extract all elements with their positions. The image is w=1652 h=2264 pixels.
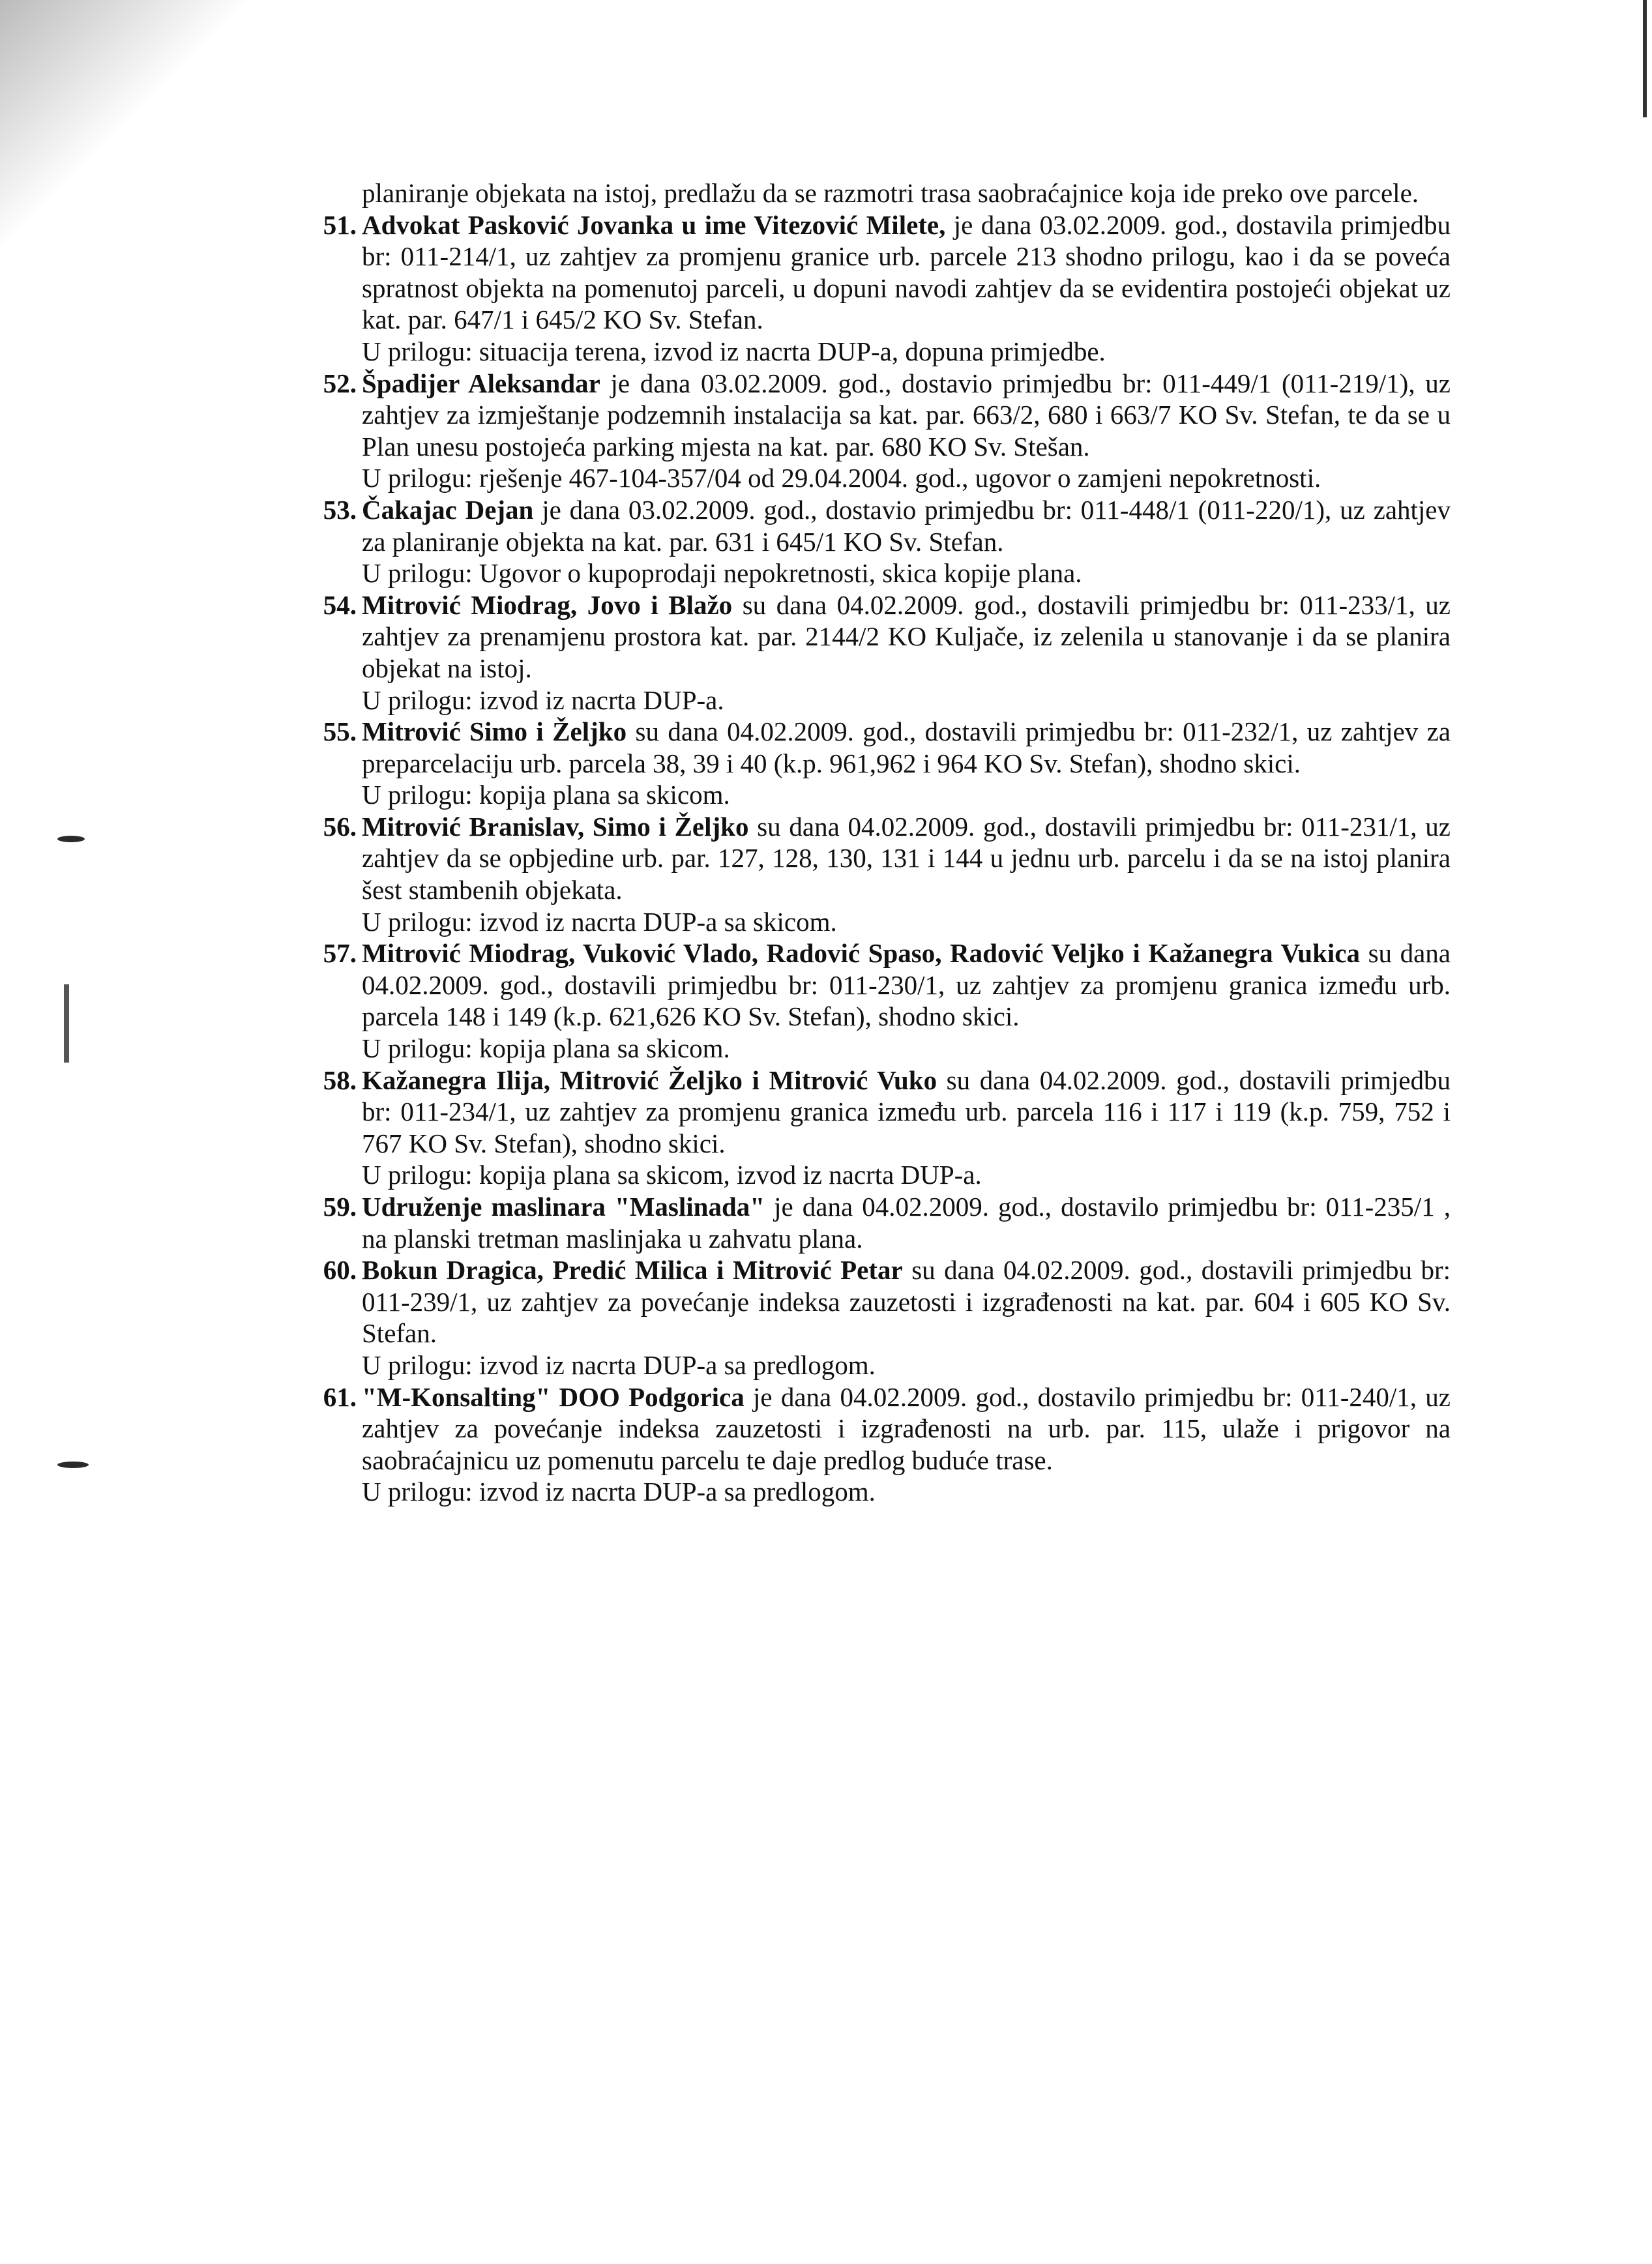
entry-submitter: Bokun Dragica, Predić Milica i Mitrović Petar [362,1255,903,1286]
scan-edge-line [1643,0,1647,117]
entry-number: 61. [323,1381,357,1412]
entry-text: su dana 04.02.2009. god., dostavili primjedbu br: 011-230/1, uz zahtjev za promjenu granica između urb. parcela 148 i 149 (k.p. 621,626 KO Sv. Stefan), shodno skici. [362,938,1451,1032]
entry-number: 58. [323,1065,357,1095]
entry-56 [323,811,1451,937]
entry-number: 59. [323,1192,357,1222]
entry-submitter: Udruženje maslinara "Maslinada" [362,1192,765,1222]
entry-body [362,716,1451,779]
entry-submitter: "M-Konsalting" DOO Podgorica [362,1381,745,1412]
entry-submitter: Mitrović Branislav, Simo i Željko [362,811,749,842]
entry-number: 56. [323,811,357,842]
entry-submitter: Mitrović Miodrag, Vuković Vlado, Radović Spaso, Radović Veljko i Kažanegra Vukica [362,938,1360,969]
entry-text: su dana 04.02.2009. god., dostavili primjedbu br: 011-232/1, uz zahtjev za preparcelaciju urb. parcela 38, 39 i 40 (k.p. 961,962 i 964 KO Sv. Stefan), shodno skici. [362,716,1451,778]
entry-attachment: U prilogu: kopija plana sa skicom. [362,780,730,810]
entry-text: je dana 03.02.2009. god., dostavio primjedbu br: 011-449/1 (011-219/1), uz zahtjev za izmještanje podzemnih instalacija sa kat. par. 663/2, 680 i 663/7 KO Sv. Stefan, te da se u Plan unesu postojeća parking mjesta na kat. par. 680 KO Sv. Stešan. [362,368,1451,462]
entry-body [362,494,1451,557]
entry-attachment: U prilogu: rješenje 467-104-357/04 od 29.04.2004. god., ugovor o zamjeni nepokretnosti. [362,463,1321,493]
entry-53 [323,494,1451,589]
entry-body [362,1191,1451,1254]
entry-58 [323,1065,1451,1191]
entry-text: je dana 03.02.2009. god., dostavila primjedbu br: 011-214/1, uz zahtjev za promjenu granice urb. parcele 213 shodno prilogu, kao i da se poveća spratnost objekta na pomenutoj parceli, u dopuni navodi zahtjev da se evidentira postojeći objekat uz kat. par. 647/1 i 645/2 KO Sv. Stefan. [362,209,1451,335]
entry-54 [323,589,1451,716]
entry-attachment: U prilogu: izvod iz nacrta DUP-a sa predlogom. [362,1477,876,1507]
entry-number: 60. [323,1255,357,1286]
entry-submitter: Mitrović Miodrag, Jovo i Blažo [362,589,733,620]
entry-text: su dana 04.02.2009. god., dostavili primjedbu br: 011-239/1, uz zahtjev za povećanje indeksa zauzetosti i izgrađenosti na kat. par. 604 i 605 KO Sv. Stefan. [362,1255,1451,1349]
entry-body [362,1065,1451,1160]
scan-mark [57,836,85,842]
entry-number: 51. [323,209,357,240]
entry-59 [323,1191,1451,1254]
entry-submitter: Špadijer Aleksandar [362,368,600,398]
entry-57 [323,937,1451,1064]
entry-body [362,937,1451,1033]
document-body [323,177,1451,1508]
entry-61 [323,1381,1451,1508]
entry-body [362,811,1451,906]
entry-body [362,368,1451,463]
entry-submitter: Advokat Pasković Jovanka u ime Vitezović Milete, [362,209,946,240]
continuation-paragraph: planiranje objekata na istoj, predlažu da se razmotri trasa saobraćajnice koja ide preko ove parcele. [362,178,1419,208]
entry-number: 54. [323,589,357,620]
entry-submitter: Mitrović Simo i Željko [362,716,627,747]
entry-attachment: U prilogu: izvod iz nacrta DUP-a. [362,684,724,715]
entry-51 [323,209,1451,368]
entry-text: su dana 04.02.2009. god., dostavili primjedbu br: 011-231/1, uz zahtjev da se opbjedine urb. par. 127, 128, 130, 131 i 144 u jednu urb. parcelu i da se na istoj planira šest stambenih objekata. [362,811,1451,905]
entry-submitter: Kažanegra Ilija, Mitrović Željko i Mitrović Vuko [362,1065,937,1095]
entry-attachment: U prilogu: kopija plana sa skicom. [362,1033,730,1064]
entry-55 [323,716,1451,811]
entry-attachment: U prilogu: kopija plana sa skicom, izvod iz nacrta DUP-a. [362,1160,982,1190]
scan-mark [57,1462,89,1468]
entry-number: 53. [323,494,357,525]
entry-submitter: Čakajac Dejan [362,494,534,525]
scan-edge-shadow [0,0,248,313]
entry-body [362,1254,1451,1349]
entry-number: 57. [323,938,357,969]
entry-body [362,589,1451,684]
entry-attachment: U prilogu: izvod iz nacrta DUP-a sa skicom. [362,906,837,937]
entry-attachment: U prilogu: situacija terena, izvod iz nacrta DUP-a, dopuna primjedbe. [362,336,1106,366]
entry-attachment: U prilogu: Ugovor o kupoprodaji nepokretnosti, skica kopije plana. [362,558,1082,589]
entry-body [362,209,1451,336]
scan-mark [64,984,69,1063]
entry-52 [323,368,1451,494]
entry-number: 52. [323,368,357,398]
entry-text: su dana 04.02.2009. god., dostavili primjedbu br: 011-234/1, uz zahtjev za promjenu granica između urb. parcela 116 i 117 i 119 (k.p. 759, 752 i 767 KO Sv. Stefan), shodno skici. [362,1065,1451,1158]
entry-text: je dana 04.02.2009. god., dostavilo primjedbu br: 011-240/1, uz zahtjev za povećanje indeksa zauzetosti i izgrađenosti na urb. par. 115, ulaže i prigovor na saobraćajnicu uz pomenutu parcelu te daje predlog buduće trase. [362,1381,1451,1475]
entry-text: je dana 03.02.2009. god., dostavio primjedbu br: 011-448/1 (011-220/1), uz zahtjev za planiranje objekta na kat. par. 631 i 645/1 KO Sv. Stefan. [362,494,1451,557]
entry-text: je dana 04.02.2009. god., dostavilo primjedbu br: 011-235/1 , na planski tretman maslinjaka u zahvatu plana. [362,1192,1451,1254]
entry-text: su dana 04.02.2009. god., dostavili primjedbu br: 011-233/1, uz zahtjev za prenamjenu prostora kat. par. 2144/2 KO Kuljače, iz zelenila u stanovanje i da se planira objekat na istoj. [362,589,1451,683]
entry-attachment: U prilogu: izvod iz nacrta DUP-a sa predlogom. [362,1349,876,1380]
entry-body [362,1381,1451,1477]
entry-60 [323,1254,1451,1381]
entry-number: 55. [323,716,357,747]
